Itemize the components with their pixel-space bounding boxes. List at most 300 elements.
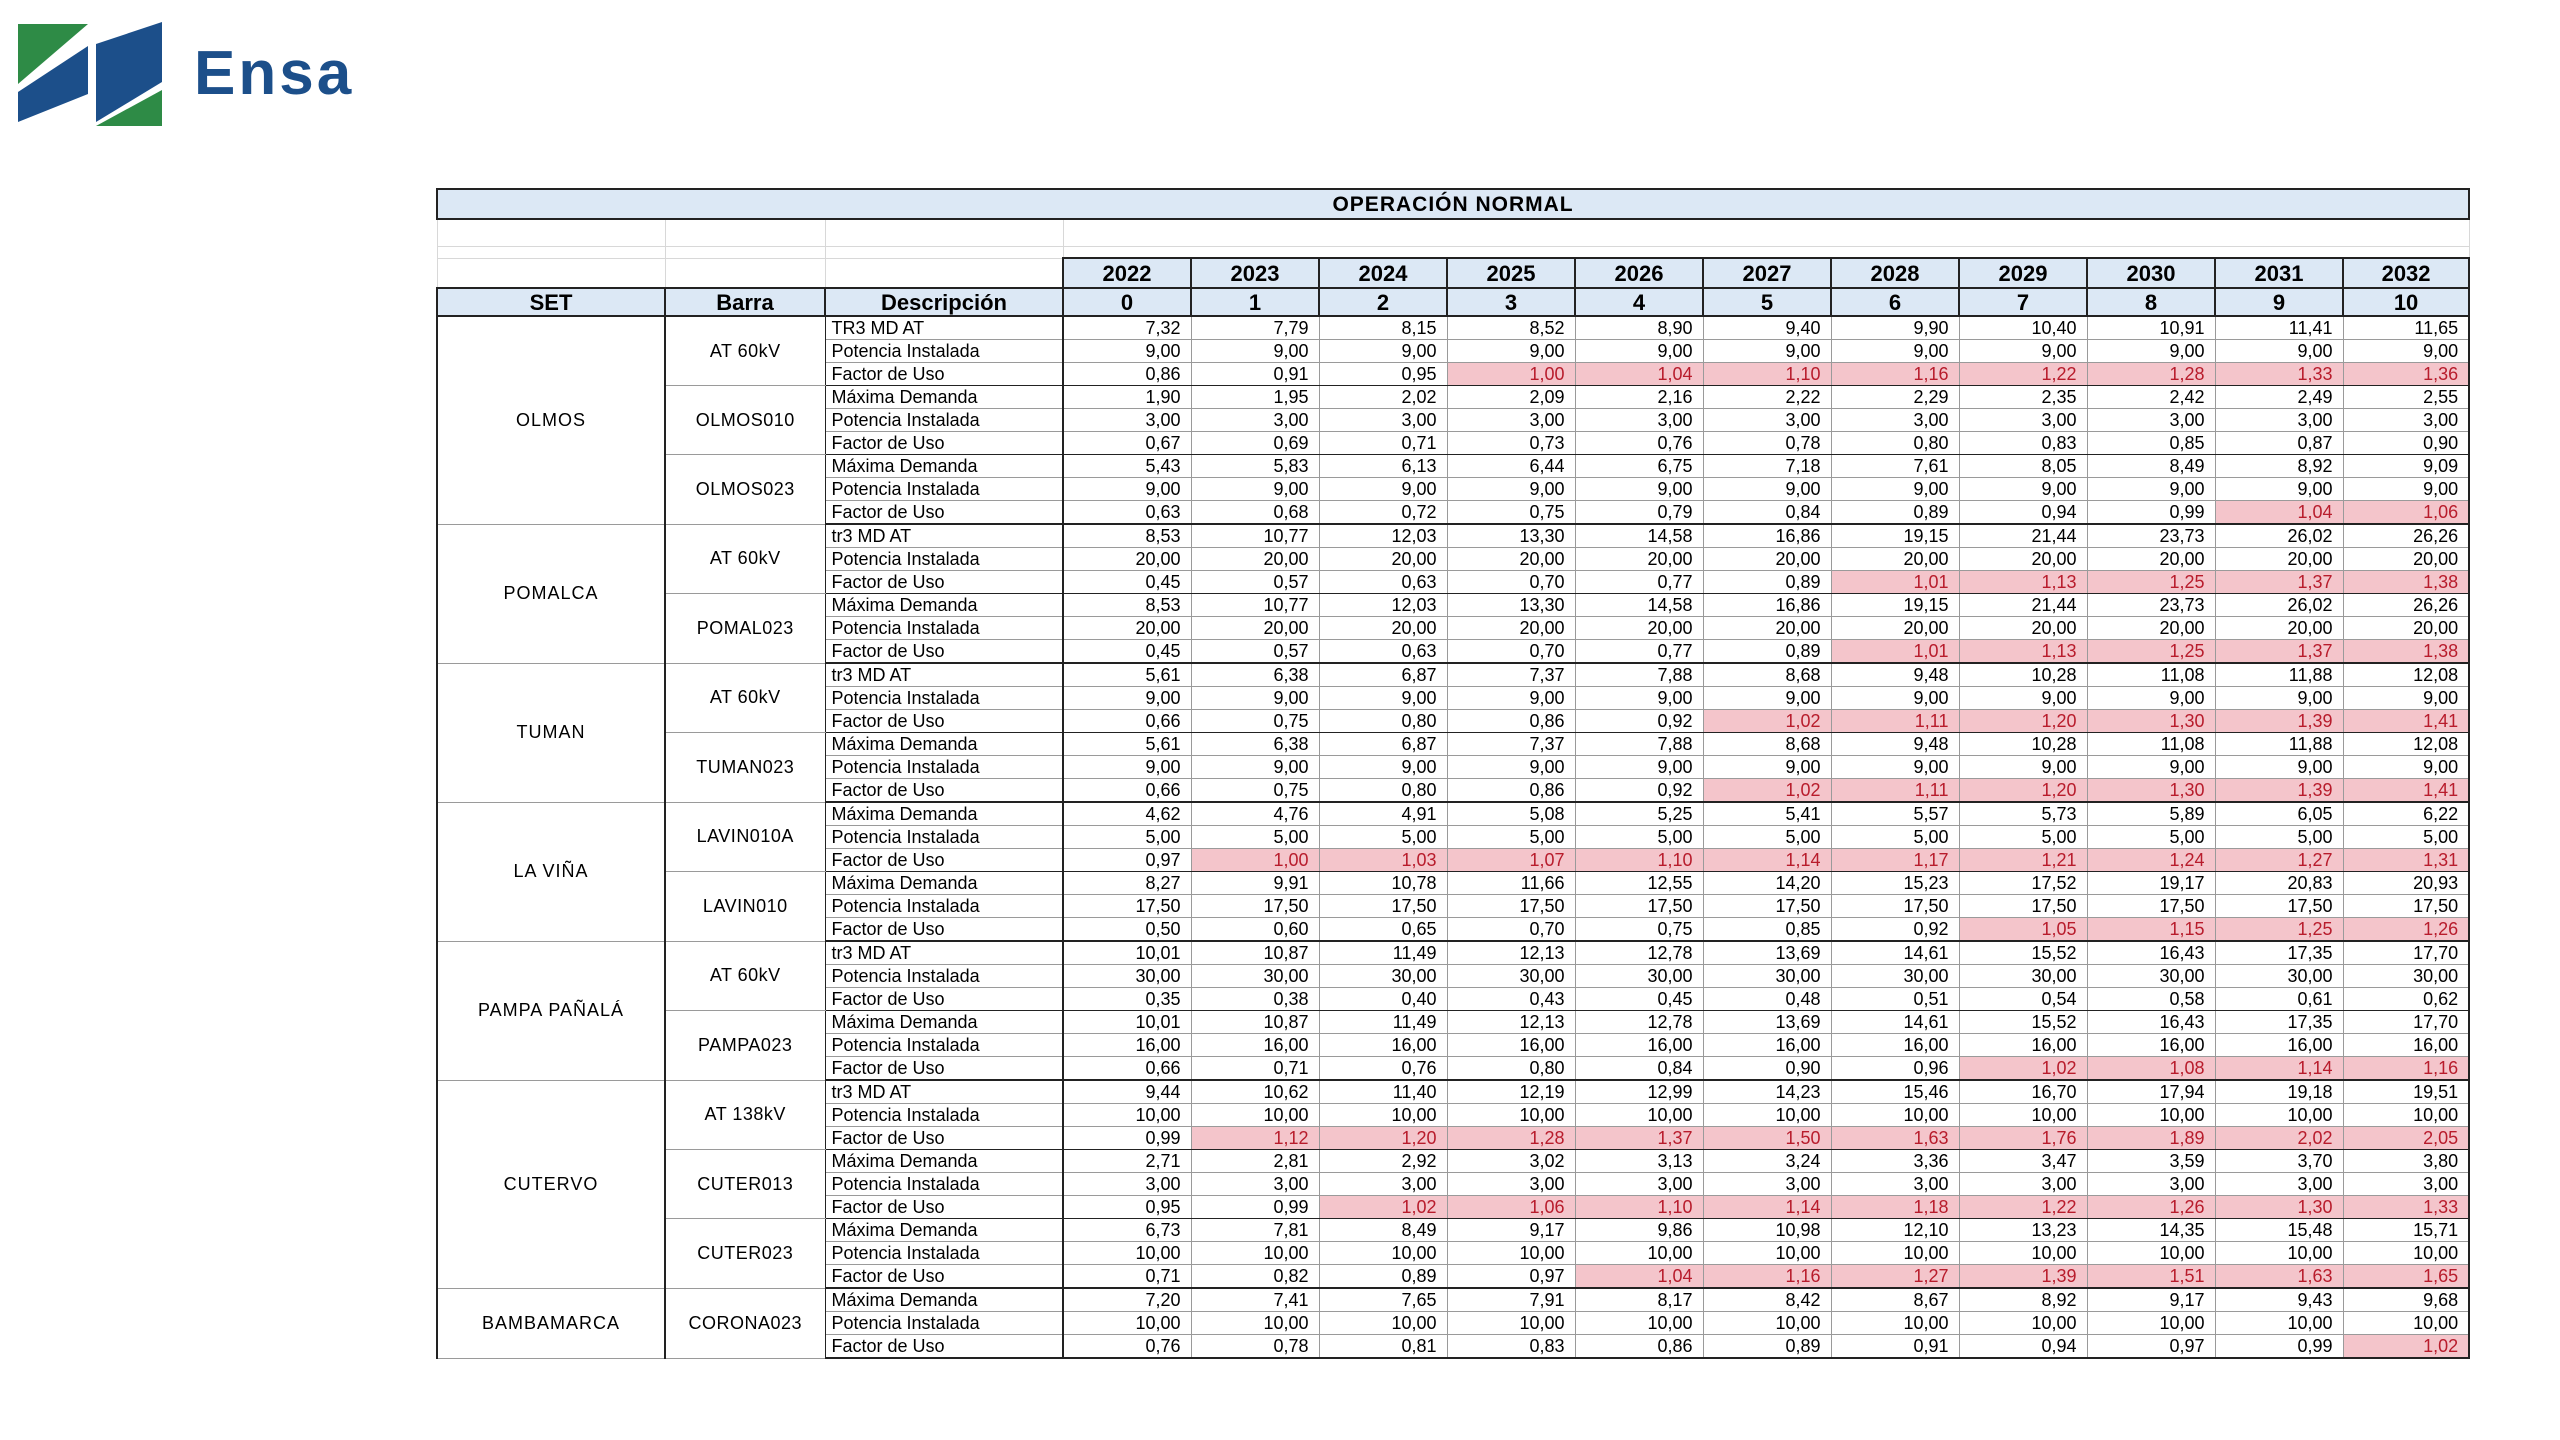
table-row	[437, 802, 2469, 826]
value-cell: 1,10	[1575, 1196, 1703, 1219]
value-cell: 20,00	[1447, 548, 1575, 571]
descripcion-cell: Máxima Demanda	[825, 733, 1063, 756]
value-cell: 9,00	[1959, 756, 2087, 779]
value-cell: 9,48	[1831, 663, 1959, 687]
descripcion-cell: Potencia Instalada	[825, 687, 1063, 710]
value-cell: 1,06	[2343, 501, 2469, 525]
value-cell: 10,00	[1319, 1242, 1447, 1265]
value-cell: 19,17	[2087, 872, 2215, 895]
value-cell: 12,19	[1447, 1080, 1575, 1104]
value-cell: 0,83	[1447, 1335, 1575, 1359]
value-cell: 1,65	[2343, 1265, 2469, 1289]
value-cell: 1,28	[2087, 363, 2215, 386]
year-index-header: 5	[1703, 288, 1831, 316]
value-cell: 1,14	[1703, 1196, 1831, 1219]
descripcion-cell: Máxima Demanda	[825, 386, 1063, 409]
value-cell: 5,57	[1831, 802, 1959, 826]
value-cell: 15,71	[2343, 1219, 2469, 1242]
value-cell: 9,00	[1063, 340, 1191, 363]
value-cell: 1,16	[1831, 363, 1959, 386]
value-cell: 10,00	[1191, 1312, 1319, 1335]
value-cell: 1,24	[2087, 849, 2215, 872]
value-cell: 5,00	[1959, 826, 2087, 849]
value-cell: 9,00	[2087, 340, 2215, 363]
year-header: 2031	[2215, 258, 2343, 288]
value-cell: 17,70	[2343, 1011, 2469, 1034]
value-cell: 0,57	[1191, 640, 1319, 664]
descripcion-cell: Máxima Demanda	[825, 594, 1063, 617]
value-cell: 0,75	[1191, 779, 1319, 803]
value-cell: 5,00	[1575, 826, 1703, 849]
table-row	[437, 455, 2469, 478]
value-cell: 2,35	[1959, 386, 2087, 409]
table-title: OPERACIÓN NORMAL	[437, 189, 2469, 219]
descripcion-cell: Factor de Uso	[825, 432, 1063, 455]
value-cell: 1,63	[2215, 1265, 2343, 1289]
value-cell: 1,20	[1319, 1127, 1447, 1150]
value-cell: 1,13	[1959, 571, 2087, 594]
value-cell: 0,70	[1447, 571, 1575, 594]
value-cell: 20,00	[1703, 617, 1831, 640]
descripcion-cell: Potencia Instalada	[825, 340, 1063, 363]
value-cell: 9,00	[2343, 687, 2469, 710]
value-cell: 1,26	[2343, 918, 2469, 942]
barra-cell: TUMAN023	[665, 733, 825, 803]
value-cell: 0,71	[1191, 1057, 1319, 1081]
value-cell: 8,68	[1703, 733, 1831, 756]
value-cell: 1,20	[1959, 779, 2087, 803]
value-cell: 2,16	[1575, 386, 1703, 409]
barra-cell: CUTER013	[665, 1150, 825, 1219]
value-cell: 13,69	[1703, 1011, 1831, 1034]
value-cell: 0,71	[1319, 432, 1447, 455]
value-cell: 2,55	[2343, 386, 2469, 409]
value-cell: 5,25	[1575, 802, 1703, 826]
value-cell: 10,77	[1191, 524, 1319, 548]
value-cell: 4,91	[1319, 802, 1447, 826]
table-row	[437, 594, 2469, 617]
barra-cell: POMAL023	[665, 594, 825, 664]
value-cell: 10,00	[1319, 1312, 1447, 1335]
year-header: 2029	[1959, 258, 2087, 288]
descripcion-cell: Factor de Uso	[825, 571, 1063, 594]
value-cell: 19,15	[1831, 524, 1959, 548]
value-cell: 7,88	[1575, 663, 1703, 687]
value-cell: 9,86	[1575, 1219, 1703, 1242]
descripcion-cell: Máxima Demanda	[825, 872, 1063, 895]
value-cell: 0,63	[1063, 501, 1191, 525]
value-cell: 23,73	[2087, 594, 2215, 617]
value-cell: 2,05	[2343, 1127, 2469, 1150]
value-cell: 0,91	[1831, 1335, 1959, 1359]
descripcion-cell: tr3 MD AT	[825, 1080, 1063, 1104]
value-cell: 10,00	[2343, 1242, 2469, 1265]
value-cell: 20,00	[1319, 548, 1447, 571]
set-cell: PAMPA PAÑALÁ	[437, 941, 665, 1080]
value-cell: 0,45	[1575, 988, 1703, 1011]
value-cell: 12,78	[1575, 941, 1703, 965]
value-cell: 0,38	[1191, 988, 1319, 1011]
header-set: SET	[437, 288, 665, 316]
value-cell: 5,61	[1063, 733, 1191, 756]
value-cell: 1,39	[1959, 1265, 2087, 1289]
value-cell: 12,78	[1575, 1011, 1703, 1034]
value-cell: 1,36	[2343, 363, 2469, 386]
value-cell: 20,00	[1575, 617, 1703, 640]
value-cell: 11,49	[1319, 941, 1447, 965]
value-cell: 5,41	[1703, 802, 1831, 826]
value-cell: 1,33	[2343, 1196, 2469, 1219]
value-cell: 3,00	[2087, 1173, 2215, 1196]
descripcion-cell: Potencia Instalada	[825, 1034, 1063, 1057]
value-cell: 10,00	[1703, 1242, 1831, 1265]
ensa-logo-mark	[18, 22, 188, 132]
value-cell: 8,49	[1319, 1219, 1447, 1242]
value-cell: 9,43	[2215, 1288, 2343, 1312]
value-cell: 3,00	[2343, 409, 2469, 432]
value-cell: 0,75	[1575, 918, 1703, 942]
value-cell: 1,03	[1319, 849, 1447, 872]
value-cell: 0,62	[2343, 988, 2469, 1011]
value-cell: 6,38	[1191, 733, 1319, 756]
descripcion-cell: Potencia Instalada	[825, 617, 1063, 640]
value-cell: 5,61	[1063, 663, 1191, 687]
value-cell: 3,00	[1191, 1173, 1319, 1196]
value-cell: 16,00	[1447, 1034, 1575, 1057]
value-cell: 20,00	[1319, 617, 1447, 640]
value-cell: 0,89	[1703, 640, 1831, 664]
value-cell: 9,00	[1959, 687, 2087, 710]
value-cell: 10,87	[1191, 941, 1319, 965]
value-cell: 9,00	[2215, 756, 2343, 779]
value-cell: 10,00	[1575, 1312, 1703, 1335]
value-cell: 10,77	[1191, 594, 1319, 617]
value-cell: 1,05	[1959, 918, 2087, 942]
descripcion-cell: Factor de Uso	[825, 710, 1063, 733]
value-cell: 10,01	[1063, 1011, 1191, 1034]
value-cell: 16,43	[2087, 1011, 2215, 1034]
value-cell: 7,41	[1191, 1288, 1319, 1312]
value-cell: 1,20	[1959, 710, 2087, 733]
value-cell: 0,61	[2215, 988, 2343, 1011]
value-cell: 9,00	[1575, 756, 1703, 779]
value-cell: 9,00	[1191, 478, 1319, 501]
value-cell: 0,70	[1447, 918, 1575, 942]
value-cell: 0,76	[1319, 1057, 1447, 1081]
value-cell: 1,14	[2215, 1057, 2343, 1081]
value-cell: 9,00	[1831, 340, 1959, 363]
value-cell: 1,06	[1447, 1196, 1575, 1219]
value-cell: 3,00	[1703, 1173, 1831, 1196]
value-cell: 9,00	[1959, 478, 2087, 501]
value-cell: 11,08	[2087, 733, 2215, 756]
value-cell: 0,82	[1191, 1265, 1319, 1289]
value-cell: 20,00	[2087, 548, 2215, 571]
value-cell: 1,22	[1959, 363, 2087, 386]
value-cell: 7,37	[1447, 733, 1575, 756]
value-cell: 17,35	[2215, 1011, 2343, 1034]
value-cell: 11,41	[2215, 316, 2343, 340]
descripcion-cell: Máxima Demanda	[825, 1011, 1063, 1034]
table-row	[437, 663, 2469, 687]
value-cell: 9,00	[2087, 687, 2215, 710]
value-cell: 1,07	[1447, 849, 1575, 872]
value-cell: 15,46	[1831, 1080, 1959, 1104]
value-cell: 1,16	[1703, 1265, 1831, 1289]
value-cell: 16,00	[2343, 1034, 2469, 1057]
value-cell: 1,22	[1959, 1196, 2087, 1219]
value-cell: 3,24	[1703, 1150, 1831, 1173]
value-cell: 6,22	[2343, 802, 2469, 826]
value-cell: 5,00	[2215, 826, 2343, 849]
value-cell: 9,00	[1063, 687, 1191, 710]
value-cell: 20,00	[2087, 617, 2215, 640]
set-cell: LA VIÑA	[437, 802, 665, 941]
value-cell: 10,28	[1959, 733, 2087, 756]
value-cell: 9,00	[2215, 340, 2343, 363]
barra-cell: OLMOS010	[665, 386, 825, 455]
value-cell: 10,00	[2087, 1312, 2215, 1335]
value-cell: 1,14	[1703, 849, 1831, 872]
value-cell: 0,45	[1063, 640, 1191, 664]
value-cell: 0,57	[1191, 571, 1319, 594]
value-cell: 5,00	[1831, 826, 1959, 849]
descripcion-cell: Potencia Instalada	[825, 1173, 1063, 1196]
value-cell: 20,00	[1831, 548, 1959, 571]
value-cell: 9,00	[1447, 478, 1575, 501]
value-cell: 30,00	[1447, 965, 1575, 988]
value-cell: 20,00	[1959, 548, 2087, 571]
value-cell: 0,60	[1191, 918, 1319, 942]
value-cell: 2,22	[1703, 386, 1831, 409]
value-cell: 9,68	[2343, 1288, 2469, 1312]
value-cell: 17,35	[2215, 941, 2343, 965]
value-cell: 9,00	[1575, 340, 1703, 363]
value-cell: 1,04	[2215, 501, 2343, 525]
value-cell: 10,98	[1703, 1219, 1831, 1242]
year-header: 2025	[1447, 258, 1575, 288]
value-cell: 0,72	[1319, 501, 1447, 525]
value-cell: 9,00	[1063, 756, 1191, 779]
value-cell: 23,73	[2087, 524, 2215, 548]
value-cell: 0,89	[1703, 1335, 1831, 1359]
year-index-header: 4	[1575, 288, 1703, 316]
value-cell: 0,96	[1831, 1057, 1959, 1081]
value-cell: 0,89	[1831, 501, 1959, 525]
value-cell: 0,73	[1447, 432, 1575, 455]
value-cell: 0,86	[1447, 779, 1575, 803]
value-cell: 6,73	[1063, 1219, 1191, 1242]
value-cell: 10,00	[2087, 1104, 2215, 1127]
value-cell: 15,23	[1831, 872, 1959, 895]
value-cell: 13,69	[1703, 941, 1831, 965]
value-cell: 10,00	[2215, 1104, 2343, 1127]
value-cell: 12,08	[2343, 663, 2469, 687]
barra-cell: LAVIN010A	[665, 802, 825, 872]
value-cell: 9,17	[2087, 1288, 2215, 1312]
value-cell: 6,05	[2215, 802, 2343, 826]
value-cell: 17,50	[1063, 895, 1191, 918]
value-cell: 0,80	[1447, 1057, 1575, 1081]
value-cell: 11,88	[2215, 733, 2343, 756]
barra-cell: AT 60kV	[665, 524, 825, 594]
value-cell: 0,80	[1831, 432, 1959, 455]
value-cell: 0,40	[1319, 988, 1447, 1011]
value-cell: 4,62	[1063, 802, 1191, 826]
value-cell: 8,15	[1319, 316, 1447, 340]
value-cell: 12,55	[1575, 872, 1703, 895]
value-cell: 10,40	[1959, 316, 2087, 340]
descripcion-cell: Factor de Uso	[825, 849, 1063, 872]
year-header: 2023	[1191, 258, 1319, 288]
descripcion-cell: tr3 MD AT	[825, 941, 1063, 965]
header-barra: Barra	[665, 288, 825, 316]
value-cell: 8,27	[1063, 872, 1191, 895]
value-cell: 10,00	[1447, 1312, 1575, 1335]
value-cell: 5,73	[1959, 802, 2087, 826]
value-cell: 3,00	[1063, 1173, 1191, 1196]
value-cell: 8,68	[1703, 663, 1831, 687]
value-cell: 1,16	[2343, 1057, 2469, 1081]
value-cell: 1,00	[1191, 849, 1319, 872]
value-cell: 20,00	[2343, 548, 2469, 571]
value-cell: 3,00	[1447, 409, 1575, 432]
year-header: 2027	[1703, 258, 1831, 288]
set-cell: BAMBAMARCA	[437, 1288, 665, 1358]
value-cell: 9,91	[1191, 872, 1319, 895]
value-cell: 9,00	[2343, 756, 2469, 779]
value-cell: 1,02	[1703, 710, 1831, 733]
value-cell: 1,10	[1575, 849, 1703, 872]
table-row	[437, 1011, 2469, 1034]
value-cell: 0,86	[1575, 1335, 1703, 1359]
value-cell: 1,25	[2087, 640, 2215, 664]
value-cell: 19,51	[2343, 1080, 2469, 1104]
value-cell: 10,87	[1191, 1011, 1319, 1034]
year-index-header: 2	[1319, 288, 1447, 316]
value-cell: 10,00	[2343, 1104, 2469, 1127]
table-row	[437, 1080, 2469, 1104]
value-cell: 7,91	[1447, 1288, 1575, 1312]
value-cell: 5,00	[1447, 826, 1575, 849]
value-cell: 10,00	[2087, 1242, 2215, 1265]
barra-cell: OLMOS023	[665, 455, 825, 525]
value-cell: 14,20	[1703, 872, 1831, 895]
value-cell: 7,79	[1191, 316, 1319, 340]
descripcion-cell: Factor de Uso	[825, 1335, 1063, 1359]
value-cell: 16,86	[1703, 594, 1831, 617]
value-cell: 9,00	[2087, 478, 2215, 501]
value-cell: 0,94	[1959, 501, 2087, 525]
set-cell: TUMAN	[437, 663, 665, 802]
value-cell: 8,92	[2215, 455, 2343, 478]
descripcion-cell: Potencia Instalada	[825, 1242, 1063, 1265]
value-cell: 3,00	[2087, 409, 2215, 432]
descripcion-cell: Factor de Uso	[825, 1265, 1063, 1289]
value-cell: 9,00	[1703, 756, 1831, 779]
value-cell: 1,26	[2087, 1196, 2215, 1219]
value-cell: 8,67	[1831, 1288, 1959, 1312]
value-cell: 17,50	[1959, 895, 2087, 918]
value-cell: 1,51	[2087, 1265, 2215, 1289]
value-cell: 10,00	[1831, 1312, 1959, 1335]
value-cell: 1,02	[2343, 1335, 2469, 1359]
value-cell: 12,99	[1575, 1080, 1703, 1104]
year-index-header: 10	[2343, 288, 2469, 316]
value-cell: 8,53	[1063, 524, 1191, 548]
value-cell: 0,95	[1319, 363, 1447, 386]
value-cell: 26,26	[2343, 594, 2469, 617]
value-cell: 30,00	[1319, 965, 1447, 988]
value-cell: 3,00	[1575, 409, 1703, 432]
value-cell: 9,00	[1703, 687, 1831, 710]
value-cell: 9,00	[1063, 478, 1191, 501]
value-cell: 17,50	[1575, 895, 1703, 918]
value-cell: 3,80	[2343, 1150, 2469, 1173]
value-cell: 12,03	[1319, 524, 1447, 548]
descripcion-cell: Potencia Instalada	[825, 478, 1063, 501]
descripcion-cell: Máxima Demanda	[825, 455, 1063, 478]
value-cell: 0,48	[1703, 988, 1831, 1011]
value-cell: 1,00	[1447, 363, 1575, 386]
value-cell: 17,70	[2343, 941, 2469, 965]
value-cell: 1,37	[2215, 640, 2343, 664]
value-cell: 9,00	[1447, 340, 1575, 363]
value-cell: 16,00	[1831, 1034, 1959, 1057]
value-cell: 9,44	[1063, 1080, 1191, 1104]
value-cell: 7,65	[1319, 1288, 1447, 1312]
table-row	[437, 1219, 2469, 1242]
value-cell: 10,00	[1959, 1242, 2087, 1265]
descripcion-cell: Potencia Instalada	[825, 1104, 1063, 1127]
header-descripcion: Descripción	[825, 288, 1063, 316]
value-cell: 10,28	[1959, 663, 2087, 687]
year-index-header: 3	[1447, 288, 1575, 316]
value-cell: 3,59	[2087, 1150, 2215, 1173]
value-cell: 30,00	[2215, 965, 2343, 988]
value-cell: 0,89	[1703, 571, 1831, 594]
value-cell: 9,00	[1703, 478, 1831, 501]
value-cell: 7,61	[1831, 455, 1959, 478]
value-cell: 10,00	[1447, 1242, 1575, 1265]
value-cell: 1,04	[1575, 363, 1703, 386]
value-cell: 0,77	[1575, 571, 1703, 594]
value-cell: 20,00	[1063, 548, 1191, 571]
value-cell: 20,00	[1191, 617, 1319, 640]
value-cell: 9,00	[2343, 340, 2469, 363]
table-row	[437, 1288, 2469, 1312]
value-cell: 1,90	[1063, 386, 1191, 409]
value-cell: 5,00	[1703, 826, 1831, 849]
value-cell: 8,92	[1959, 1288, 2087, 1312]
value-cell: 3,70	[2215, 1150, 2343, 1173]
value-cell: 9,00	[2087, 756, 2215, 779]
year-header: 2022	[1063, 258, 1191, 288]
table-row	[437, 524, 2469, 548]
value-cell: 10,00	[2343, 1312, 2469, 1335]
value-cell: 0,63	[1319, 640, 1447, 664]
value-cell: 16,00	[1575, 1034, 1703, 1057]
value-cell: 1,02	[1703, 779, 1831, 803]
descripcion-cell: Potencia Instalada	[825, 409, 1063, 432]
value-cell: 1,08	[2087, 1057, 2215, 1081]
descripcion-cell: Máxima Demanda	[825, 1219, 1063, 1242]
value-cell: 3,00	[2343, 1173, 2469, 1196]
value-cell: 9,00	[1447, 756, 1575, 779]
value-cell: 20,93	[2343, 872, 2469, 895]
value-cell: 20,00	[2215, 548, 2343, 571]
value-cell: 20,00	[1575, 548, 1703, 571]
